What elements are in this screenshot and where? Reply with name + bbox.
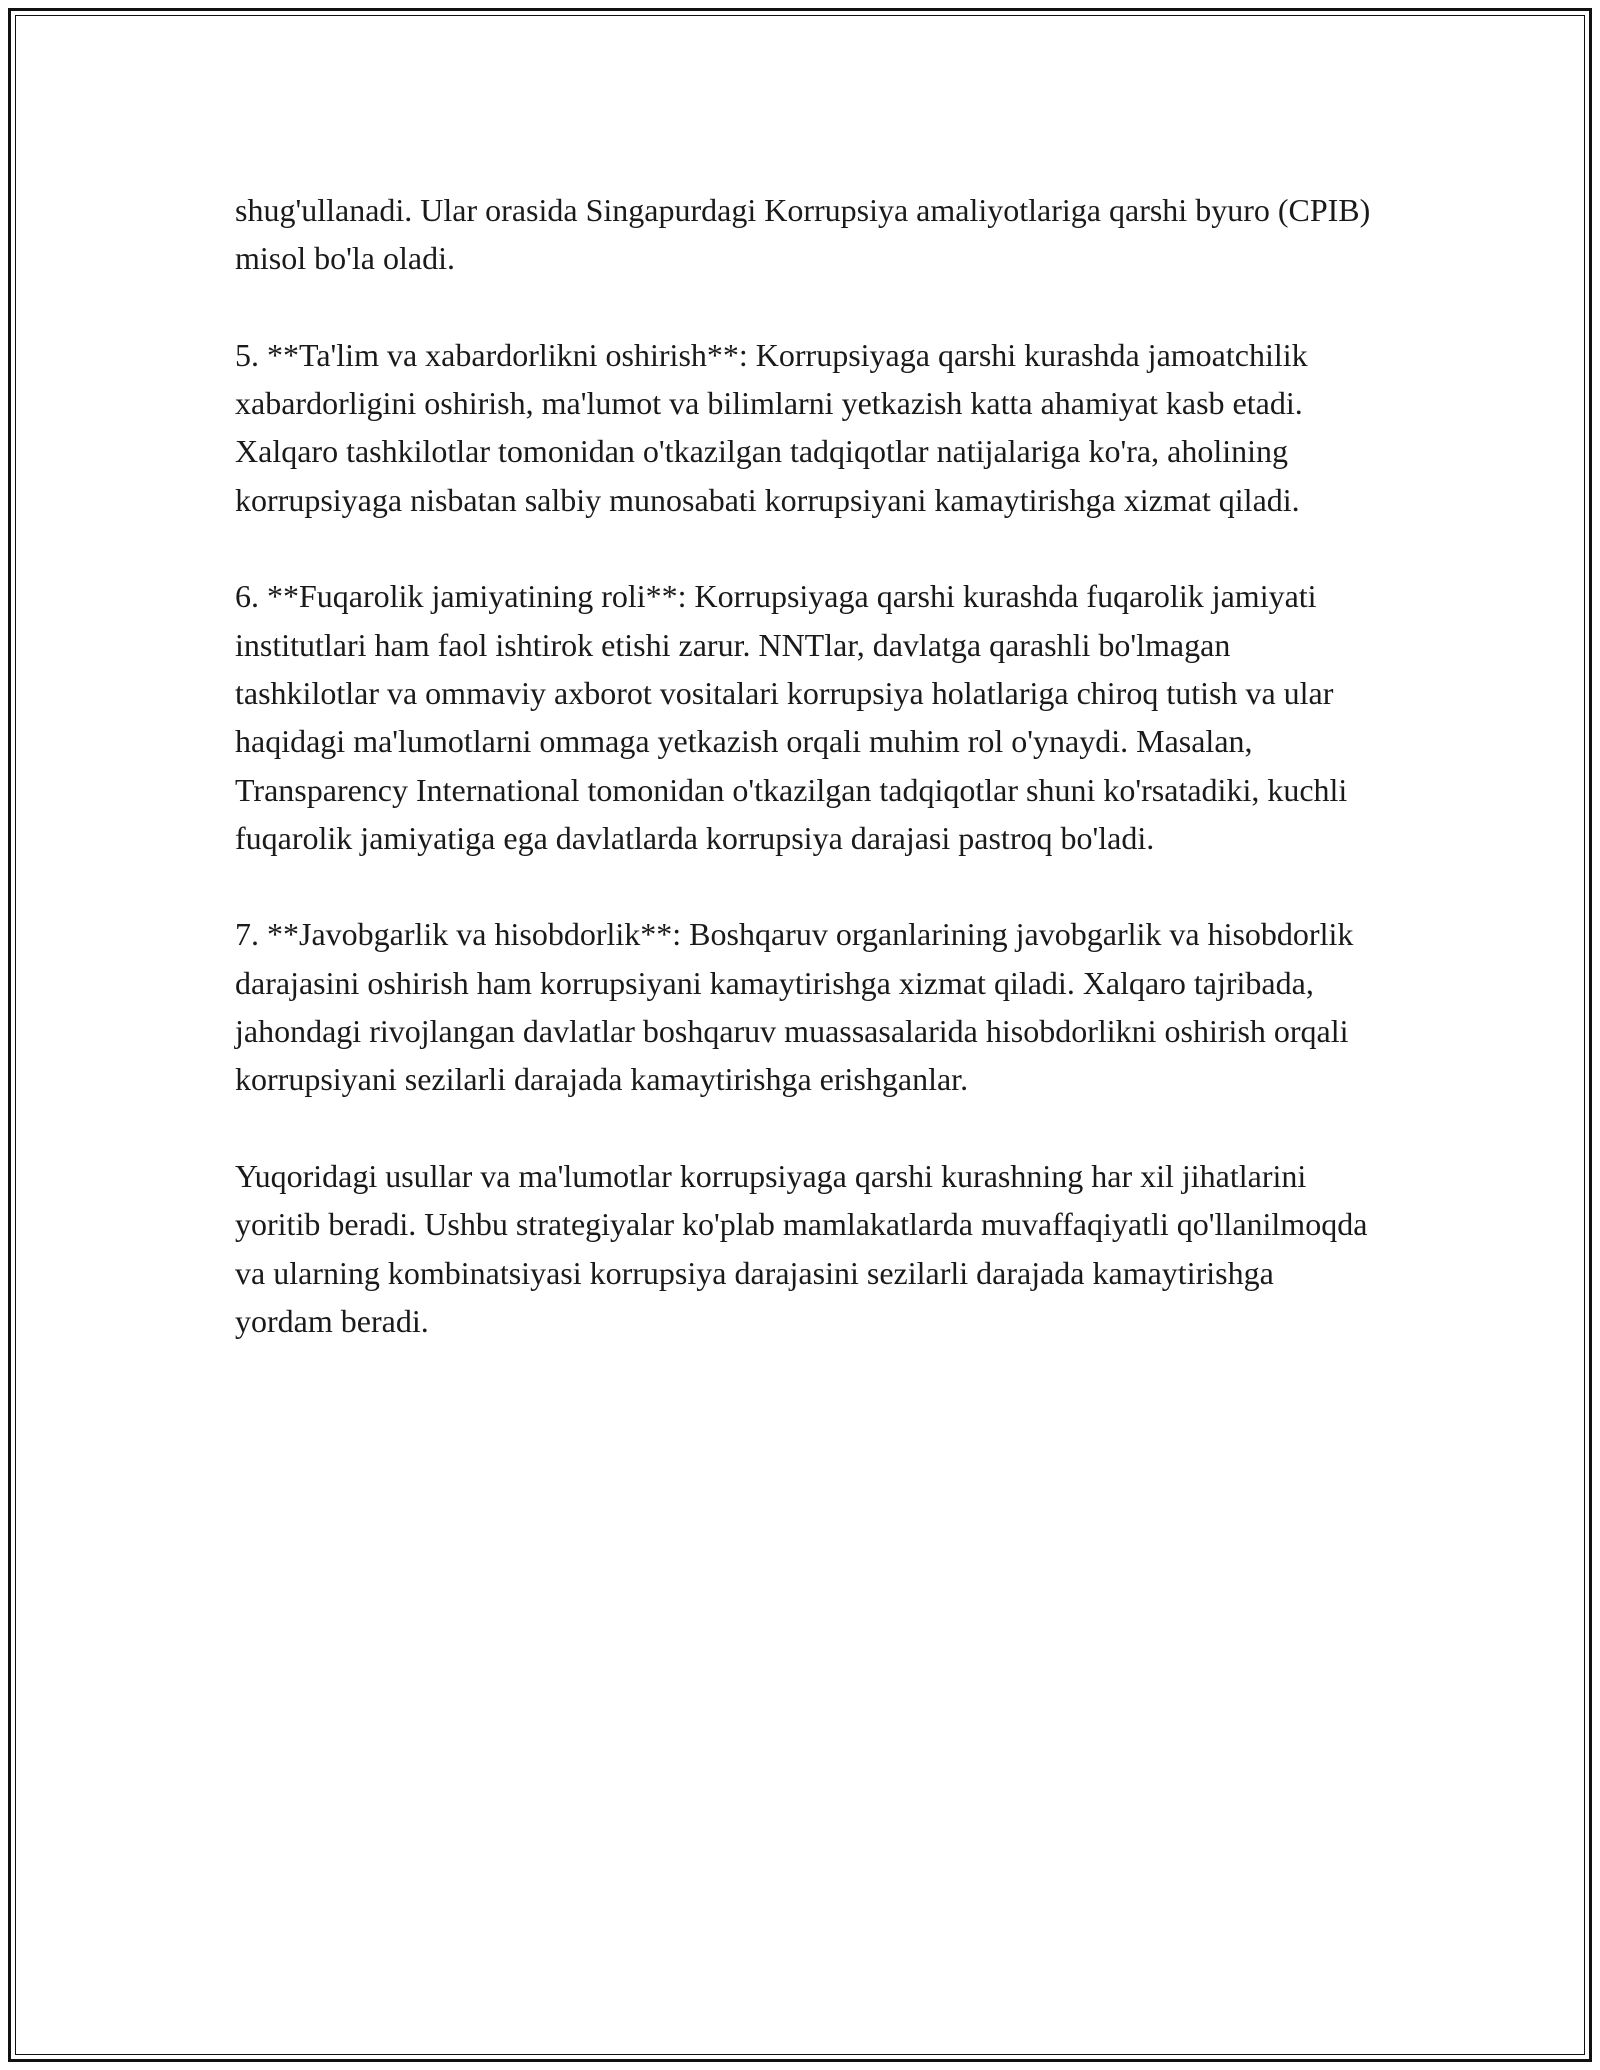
document-body	[235, 186, 1375, 1345]
paragraph-conclusion: Yuqoridagi usullar va ma'lumotlar korrupsiyaga qarshi kurashning har xil jihatlarini yoritib beradi. Ushbu strategiyalar ko'plab mamlakatlarda muvaffaqiyatli qo'llanilmoqda va ularning kombinatsiyasi korrupsiya darajasini sezilarli darajada kamaytirishga yordam beradi.	[235, 1157, 1368, 1339]
paragraph-cpib-example: shug'ullanadi. Ular orasida Singapurdagi Korrupsiya amaliyotlariga qarshi byuro (CPIB) misol bo'la oladi.	[235, 192, 1371, 277]
paragraph-education-awareness: 5. **Ta'lim va xabardorlikni oshirish**: Korrupsiyaga qarshi kurashda jamoatchilik xabardorligini oshirish, ma'lumot va bilimlarni yetkazish katta ahamiyat kasb etadi. Xalqaro tashkilotlar tomonidan o'tkazilgan tadqiqotlar natijalariga ko'ra, aholining korrupsiyaga nisbatan salbiy munosabati korrupsiyani kamaytirishga xizmat qiladi.	[235, 336, 1308, 518]
paragraph-civil-society: 6. **Fuqarolik jamiyatining roli**: Korrupsiyaga qarshi kurashda fuqarolik jamiyati institutlari ham faol ishtirok etishi zarur. NNTlar, davlatga qarashli bo'lmagan tashkilotlar va ommaviy axborot vositalari korrupsiya holatlariga chiroq tutish va ular haqidagi ma'lumotlarni ommaga yetkazish orqali muhim rol o'ynaydi. Masalan, Transparency International tomonidan o'tkazilgan tadqiqotlar shuni ko'rsatadiki, kuchli fuqarolik jamiyatiga ega davlatlarda korrupsiya darajasi pastroq bo'ladi.	[235, 578, 1348, 856]
paragraph-accountability: 7. **Javobgarlik va hisobdorlik**: Boshqaruv organlarining javobgarlik va hisobdorlik darajasini oshirish ham korrupsiyani kamaytirishga xizmat qiladi. Xalqaro tajribada, jahondagi rivojlangan davlatlar boshqaruv muassasalarida hisobdorlikni oshirish orqali korrupsiyani sezilarli darajada kamaytirishga erishganlar.	[235, 916, 1354, 1098]
